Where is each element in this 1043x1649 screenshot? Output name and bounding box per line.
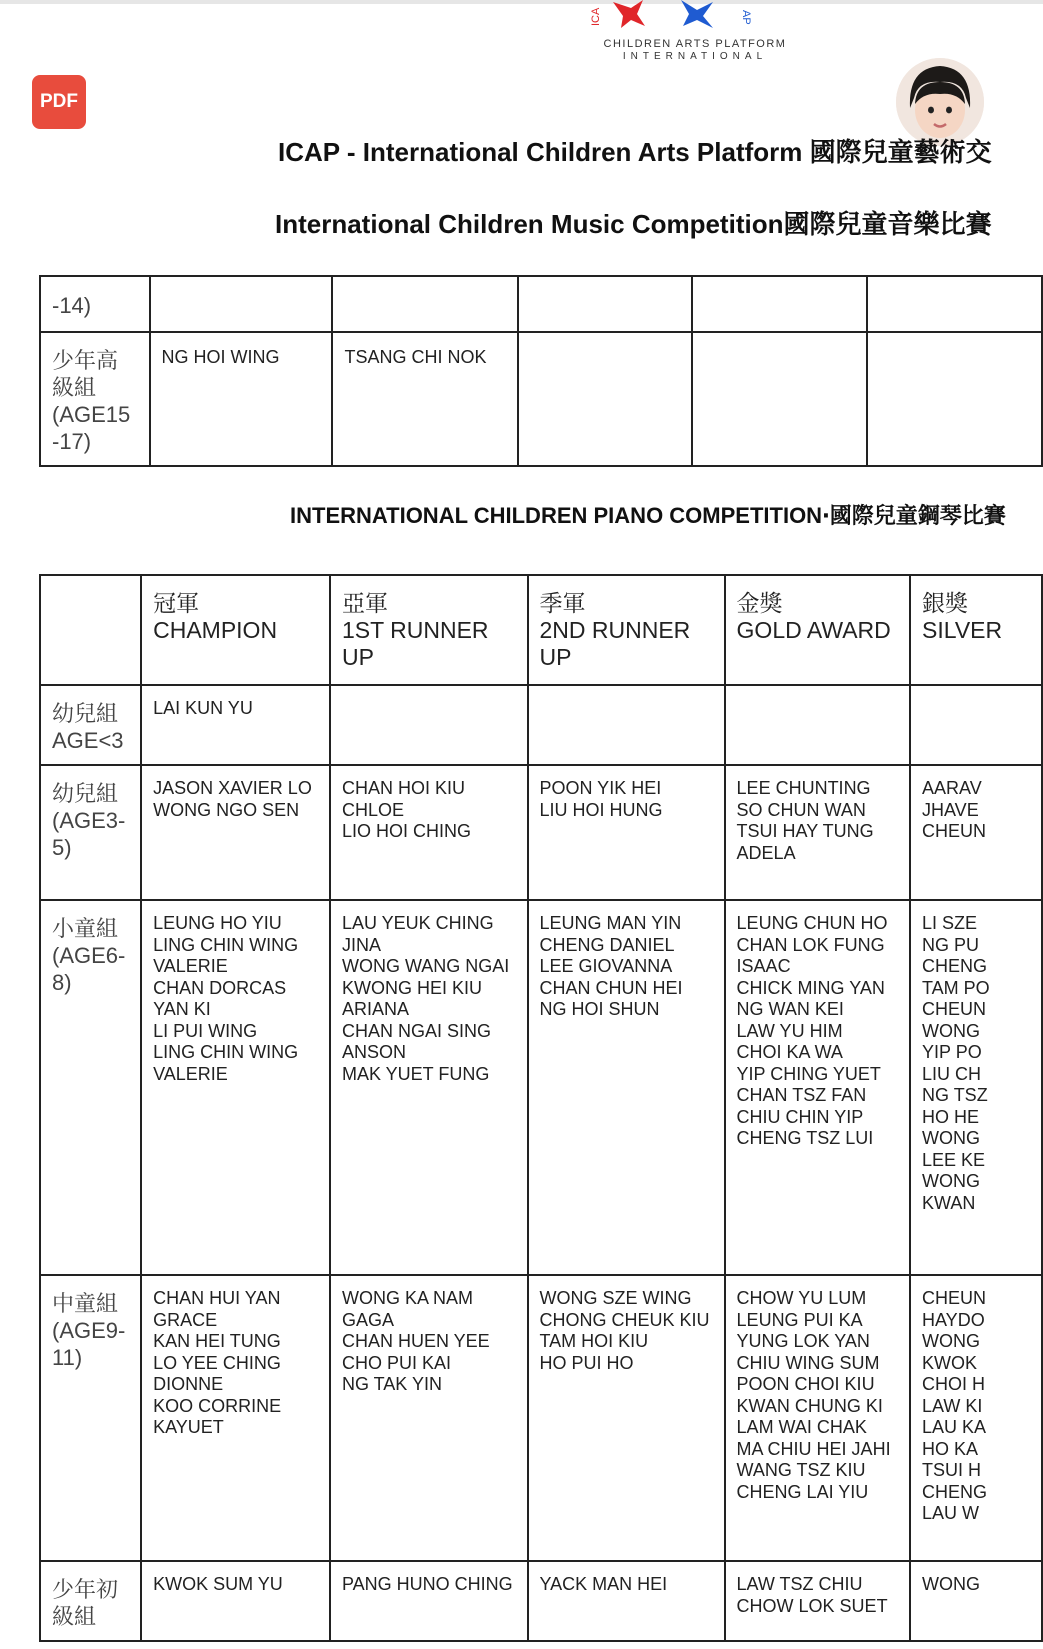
table-cell bbox=[330, 900, 528, 1275]
winner-name: KWOK bbox=[922, 1352, 978, 1373]
header-cell-silver bbox=[910, 575, 1042, 685]
table-row bbox=[40, 276, 1042, 332]
winner-name: JINA bbox=[341, 934, 381, 955]
header-en: SILVER bbox=[922, 617, 1003, 643]
table-cell bbox=[330, 685, 528, 765]
winner-name: ARIANA bbox=[341, 999, 409, 1019]
table-cell bbox=[910, 685, 1042, 765]
winner-name: CHAN HUEN YEE bbox=[341, 1331, 490, 1351]
winner-name: LIU CH bbox=[922, 1063, 982, 1084]
winner-name: ADELA bbox=[736, 842, 796, 863]
table-cell bbox=[528, 900, 725, 1275]
header-en: 1ST RUNNER UP bbox=[341, 617, 489, 670]
table-cell: TSANG CHI NOK bbox=[332, 332, 517, 466]
winner-name: LIU HOI HUNG bbox=[539, 799, 663, 820]
winner-name: TSUI HAY TUNG bbox=[736, 821, 874, 841]
table-cell bbox=[725, 1275, 910, 1561]
winner-name: LEE KE bbox=[922, 1149, 986, 1170]
table-cell bbox=[518, 332, 693, 466]
winner-name: CHAN CHUN HEI bbox=[539, 977, 683, 998]
table-cell bbox=[332, 276, 517, 332]
winner-name: CHENG TSZ LUI bbox=[736, 1128, 874, 1148]
winner-name: NG HOI SHUN bbox=[539, 999, 660, 1019]
winner-name: LEUNG HO YIU bbox=[153, 913, 282, 933]
header-cell-2nd-runner-up bbox=[528, 575, 725, 685]
results-table-continued bbox=[39, 275, 1043, 467]
winner-name: KAN HEI TUNG bbox=[153, 1331, 281, 1351]
winner-name: YIP PO bbox=[922, 1042, 982, 1062]
winner-name: LING CHIN WING bbox=[153, 934, 299, 955]
winner-name: NG TSZ bbox=[922, 1085, 988, 1105]
pdf-badge-label: PDF bbox=[40, 91, 78, 112]
blue-star-icon bbox=[681, 0, 713, 28]
winner-name: LEE GIOVANNA bbox=[539, 956, 673, 976]
header-cell-gold-award bbox=[725, 575, 910, 685]
logo-side-left: ICA bbox=[590, 7, 602, 26]
table-cell bbox=[141, 765, 330, 900]
winner-name: LAM WAI CHAK bbox=[736, 1417, 867, 1437]
winner-name: CHEUN bbox=[922, 1288, 987, 1308]
winner-name: SO CHUN WAN bbox=[736, 799, 866, 820]
winner-name: HAYDO bbox=[922, 1309, 985, 1330]
winner-name: CHAN NGAI SING bbox=[341, 1020, 491, 1041]
winner-name: POON CHOI KIU bbox=[736, 1374, 875, 1394]
winner-name: KOO CORRINE bbox=[153, 1395, 282, 1416]
winner-name: KWAN bbox=[922, 1192, 976, 1213]
table-cell bbox=[910, 1275, 1042, 1561]
logo-line-2: INTERNATIONAL bbox=[622, 51, 768, 62]
page-subtitle: International Children Music Competition國際兒童音樂比賽 bbox=[275, 209, 992, 239]
row-label: 小童組 (AGE6-8) bbox=[40, 900, 141, 1275]
winner-name: CHICK MING YAN bbox=[736, 977, 885, 998]
winner-name: CHAN HUI YAN bbox=[153, 1288, 281, 1308]
winner-name: KWAN CHUNG KI bbox=[736, 1395, 883, 1416]
row-label: 少年高級組 (AGE15 -17) bbox=[40, 332, 150, 466]
row-label: 幼兒組 AGE<3 bbox=[40, 685, 141, 765]
table-cell bbox=[867, 276, 1042, 332]
winner-name: NG WAN KEI bbox=[736, 999, 844, 1019]
table-cell bbox=[867, 332, 1042, 466]
winner-name: CHOW YU LUM bbox=[736, 1288, 867, 1308]
winner-name: NG PU bbox=[922, 934, 980, 955]
table-cell bbox=[528, 765, 725, 900]
header-zh: 銀獎 bbox=[922, 590, 969, 616]
table-row bbox=[40, 765, 1042, 900]
table-row bbox=[40, 1275, 1042, 1561]
winner-name: WONG bbox=[922, 1171, 981, 1191]
table-cell bbox=[141, 900, 330, 1275]
winner-name: CHIU WING SUM bbox=[736, 1352, 880, 1373]
header-zh: 季軍 bbox=[539, 590, 586, 616]
winner-name: YUNG LOK YAN bbox=[736, 1331, 870, 1351]
winner-name: LI SZE bbox=[922, 913, 978, 933]
pdf-icon[interactable] bbox=[32, 75, 86, 129]
winner-name: TAM PO bbox=[922, 977, 990, 998]
winner-name: ANSON bbox=[341, 1042, 406, 1062]
winner-name: WONG WANG NGAI bbox=[341, 956, 510, 976]
winner-name: WONG bbox=[922, 1128, 981, 1148]
row-label: 幼兒組 (AGE3-5) bbox=[40, 765, 141, 900]
winner-name: LEUNG CHUN HO bbox=[736, 913, 888, 933]
winner-name: WONG NGO SEN bbox=[153, 799, 300, 820]
winner-name: TSUI H bbox=[922, 1460, 982, 1480]
winner-name: CHOI H bbox=[922, 1374, 986, 1394]
table-cell bbox=[528, 685, 725, 765]
winner-name: DIONNE bbox=[153, 1374, 224, 1394]
table-cell bbox=[518, 276, 693, 332]
icap-logo bbox=[585, 0, 805, 70]
winner-name: LING CHIN WING bbox=[153, 1042, 299, 1062]
winner-name: CHEUN bbox=[922, 999, 987, 1019]
winner-name: LO YEE CHING bbox=[153, 1352, 281, 1373]
winner-name: WONG bbox=[922, 1574, 981, 1594]
winner-name: LAW TSZ CHIU bbox=[736, 1574, 863, 1594]
winner-name: YAN KI bbox=[153, 999, 211, 1019]
winner-name: ISAAC bbox=[736, 956, 791, 976]
winner-name: JHAVE bbox=[922, 799, 979, 820]
logo-side-right: AP bbox=[740, 10, 752, 25]
winner-name: CHAN HOI KIU bbox=[341, 778, 465, 798]
winner-name: HO KA bbox=[922, 1438, 979, 1459]
section-title-piano: INTERNATIONAL CHILDREN PIANO COMPETITION‧國際兒童鋼琴比賽 bbox=[290, 503, 1006, 528]
winner-name: POON YIK HEI bbox=[539, 778, 662, 798]
winner-name: CHAN DORCAS bbox=[153, 977, 287, 998]
table-row bbox=[40, 685, 1042, 765]
winner-name: LAU YEUK CHING bbox=[341, 913, 494, 933]
header-en: 2ND RUNNER UP bbox=[539, 617, 691, 670]
winner-name: CHENG bbox=[922, 956, 988, 976]
winner-name: LAW KI bbox=[922, 1395, 983, 1416]
row-label: 少年初級組 bbox=[40, 1561, 141, 1641]
winner-name: NG TAK YIN bbox=[341, 1374, 442, 1394]
winner-name: CHENG bbox=[922, 1481, 988, 1502]
winner-name: KWOK SUM YU bbox=[153, 1574, 283, 1594]
winner-name: WONG bbox=[922, 1331, 981, 1351]
row-label: 中童組 (AGE9-11) bbox=[40, 1275, 141, 1561]
winner-name: CHOI KA WA bbox=[736, 1042, 843, 1062]
table-cell bbox=[150, 276, 333, 332]
table-cell bbox=[725, 765, 910, 900]
winner-name: MA CHIU HEI JAHI bbox=[736, 1438, 891, 1459]
table-cell bbox=[330, 1275, 528, 1561]
table-cell bbox=[692, 332, 867, 466]
winner-name: YACK MAN HEI bbox=[539, 1574, 668, 1594]
winner-name: WANG TSZ KIU bbox=[736, 1460, 866, 1480]
winner-name: PANG HUNO CHING bbox=[341, 1574, 513, 1594]
winner-name: CHENG DANIEL bbox=[539, 934, 675, 955]
winner-name: VALERIE bbox=[153, 1063, 228, 1084]
winner-name: LIO HOI CHING bbox=[341, 821, 471, 841]
winner-name: CHONG CHEUK KIU bbox=[539, 1309, 710, 1330]
winner-name: AARAV bbox=[922, 778, 982, 798]
header-cell-1st-runner-up bbox=[330, 575, 528, 685]
header-zh: 亞軍 bbox=[341, 590, 388, 616]
table-cell bbox=[141, 1275, 330, 1561]
table-cell bbox=[692, 276, 867, 332]
table-cell bbox=[330, 1561, 528, 1641]
winner-name: HO HE bbox=[922, 1106, 980, 1127]
piano-results-table bbox=[39, 574, 1043, 1642]
header-cell-champion bbox=[141, 575, 330, 685]
winner-name: LAI KUN YU bbox=[153, 698, 253, 718]
row-label: -14) bbox=[40, 276, 150, 332]
table-cell bbox=[725, 1561, 910, 1641]
winner-name: YIP CHING YUET bbox=[736, 1063, 881, 1084]
page-title: ICAP - International Children Arts Platform 國際兒童藝術交 bbox=[278, 137, 992, 167]
winner-name: CHO PUI KAI bbox=[341, 1352, 451, 1373]
winner-name: LEE CHUNTING bbox=[736, 778, 871, 798]
table-cell bbox=[528, 1275, 725, 1561]
winner-name: LAW YU HIM bbox=[736, 1020, 843, 1041]
winner-name: WONG bbox=[922, 1020, 981, 1041]
header-row bbox=[40, 575, 1042, 685]
winner-name: CHLOE bbox=[341, 799, 404, 820]
winner-name: KAYUET bbox=[153, 1417, 224, 1437]
table-cell bbox=[528, 1561, 725, 1641]
table-cell bbox=[330, 765, 528, 900]
winner-name: KWONG HEI KIU bbox=[341, 977, 482, 998]
header-zh: 冠軍 bbox=[153, 590, 200, 616]
header-en: GOLD AWARD bbox=[736, 617, 891, 643]
table-row bbox=[40, 332, 1042, 466]
winner-name: CHAN LOK FUNG bbox=[736, 934, 885, 955]
header-cell-empty bbox=[40, 575, 141, 685]
winner-name: JASON XAVIER LO bbox=[153, 778, 312, 798]
winner-name: GRACE bbox=[153, 1309, 218, 1330]
winner-name: WONG KA NAM bbox=[341, 1288, 473, 1308]
winner-name: HO PUI HO bbox=[539, 1352, 634, 1373]
table-cell bbox=[910, 1561, 1042, 1641]
winner-name: MAK YUET FUNG bbox=[341, 1063, 490, 1084]
winner-name: LAU KA bbox=[922, 1417, 987, 1437]
winner-name: VALERIE bbox=[153, 956, 228, 976]
winner-name: LEUNG PUI KA bbox=[736, 1309, 863, 1330]
top-divider bbox=[0, 0, 1043, 4]
winner-name: LI PUI WING bbox=[153, 1020, 258, 1041]
header-en: CHAMPION bbox=[153, 617, 278, 643]
table-cell bbox=[725, 685, 910, 765]
table-cell bbox=[910, 765, 1042, 900]
red-star-icon bbox=[613, 0, 645, 28]
winner-name: CHOW LOK SUET bbox=[736, 1595, 888, 1616]
winner-name: CHEUN bbox=[922, 821, 987, 841]
winner-name: GAGA bbox=[341, 1309, 394, 1330]
logo-line-1: CHILDREN ARTS PLATFORM bbox=[603, 38, 787, 50]
table-cell: NG HOI WING bbox=[150, 332, 333, 466]
winner-name: LAU W bbox=[922, 1503, 980, 1523]
logo-stars-icon bbox=[585, 0, 805, 40]
winner-name: CHIU CHIN YIP bbox=[736, 1106, 864, 1127]
winner-name: TAM HOI KIU bbox=[539, 1331, 649, 1351]
table-row bbox=[40, 1561, 1042, 1641]
table-cell bbox=[910, 900, 1042, 1275]
table-cell bbox=[725, 900, 910, 1275]
header-zh: 金獎 bbox=[736, 590, 783, 616]
winner-name: WONG SZE WING bbox=[539, 1288, 692, 1308]
table-row bbox=[40, 900, 1042, 1275]
winner-name: LEUNG MAN YIN bbox=[539, 913, 682, 933]
table-cell bbox=[141, 1561, 330, 1641]
winner-name: CHENG LAI YIU bbox=[736, 1481, 869, 1502]
table-cell bbox=[141, 685, 330, 765]
winner-name: CHAN TSZ FAN bbox=[736, 1085, 867, 1105]
